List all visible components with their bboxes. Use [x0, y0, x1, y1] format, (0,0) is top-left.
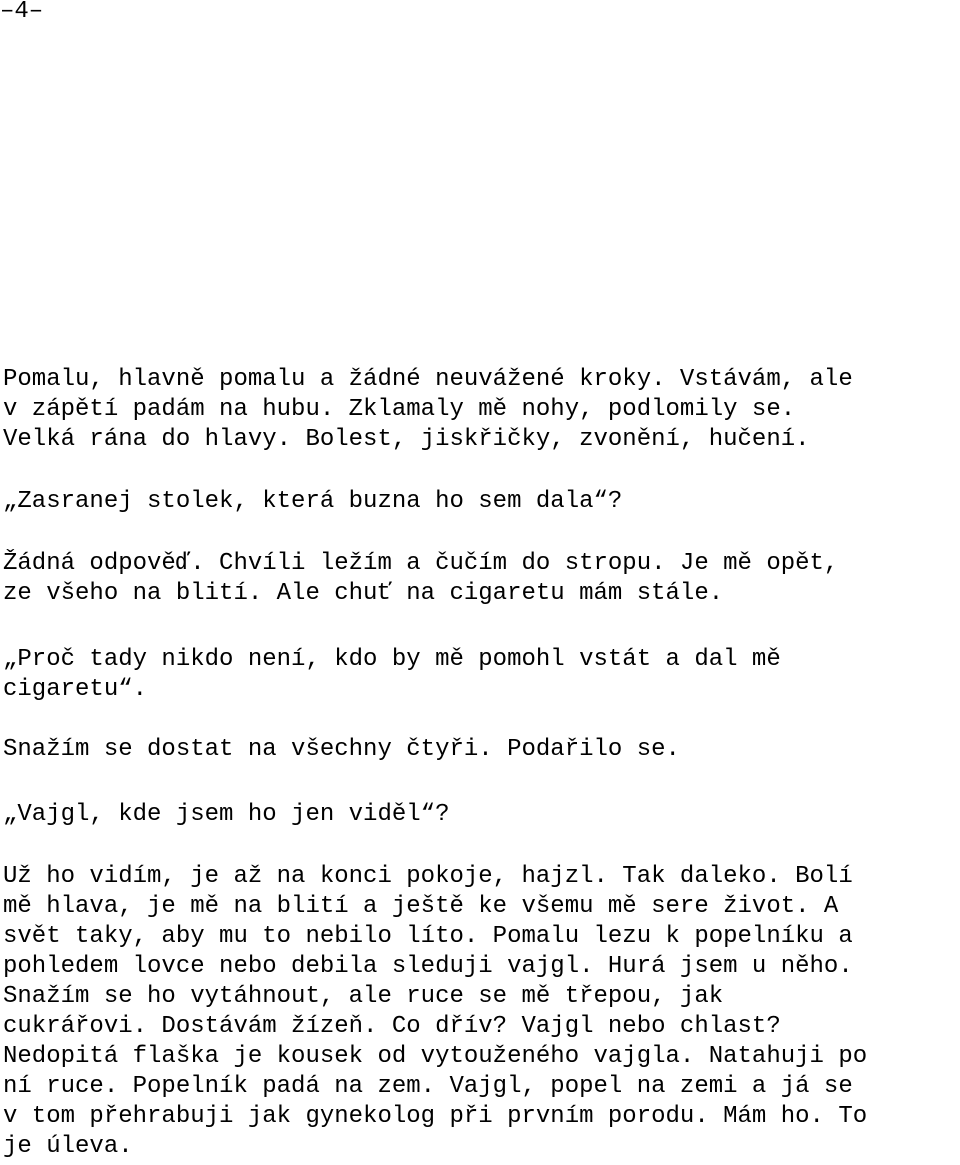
- text-line: cukrářovi. Dostávám žízeň. Co dřív? Vajgl nebo chlast?: [3, 1013, 781, 1040]
- text-line: Velká rána do hlavy. Bolest, jiskřičky, zvonění, hučení.: [3, 426, 810, 453]
- text-line: Už ho vidím, je až na konci pokoje, hajzl. Tak daleko. Bolí: [3, 863, 853, 890]
- paragraph: [3, 862, 867, 1162]
- page-number: –4–: [0, 0, 44, 25]
- text-line: Žádná odpověď. Chvíli ležím a čučím do stropu. Je mě opět,: [3, 550, 839, 577]
- text-line: svět taky, aby mu to nebilo líto. Pomalu lezu k popelníku a: [3, 923, 853, 950]
- text-line: ní ruce. Popelník padá na zem. Vajgl, popel na zemi a já se: [3, 1073, 853, 1100]
- text-line: cigaretu“.: [3, 676, 148, 703]
- paragraph: [3, 645, 781, 705]
- text-line: v tom přehrabuji jak gynekolog při prvním porodu. Mám ho. To: [3, 1103, 868, 1130]
- paragraph: [3, 549, 838, 609]
- text-line: mě hlava, je mě na blití a ještě ke všemu mě sere život. A: [3, 893, 839, 920]
- text-line: „Vajgl, kde jsem ho jen viděl“?: [3, 801, 450, 828]
- text-line: „Proč tady nikdo není, kdo by mě pomohl vstát a dal mě: [3, 646, 781, 673]
- paragraph: [3, 800, 449, 830]
- text-line: Snažím se dostat na všechny čtyři. Podařilo se.: [3, 736, 680, 763]
- text-line: „Zasranej stolek, která buzna ho sem dala“?: [3, 488, 623, 515]
- text-line: Snažím se ho vytáhnout, ale ruce se mě třepou, jak: [3, 983, 724, 1010]
- text-line: ze všeho na blití. Ale chuť na cigaretu mám stále.: [3, 580, 724, 607]
- paragraph: [3, 487, 622, 517]
- text-line: Pomalu, hlavně pomalu a žádné neuvážené kroky. Vstávám, ale: [3, 366, 853, 393]
- paragraph: [3, 735, 680, 765]
- text-line: je úleva.: [3, 1133, 133, 1160]
- text-line: pohledem lovce nebo debila sleduji vajgl. Hurá jsem u něho.: [3, 953, 853, 980]
- text-line: Nedopitá flaška je kousek od vytouženého vajgla. Natahuji po: [3, 1043, 868, 1070]
- paragraph: [3, 365, 853, 455]
- text-line: v zápětí padám na hubu. Zklamaly mě nohy, podlomily se.: [3, 396, 796, 423]
